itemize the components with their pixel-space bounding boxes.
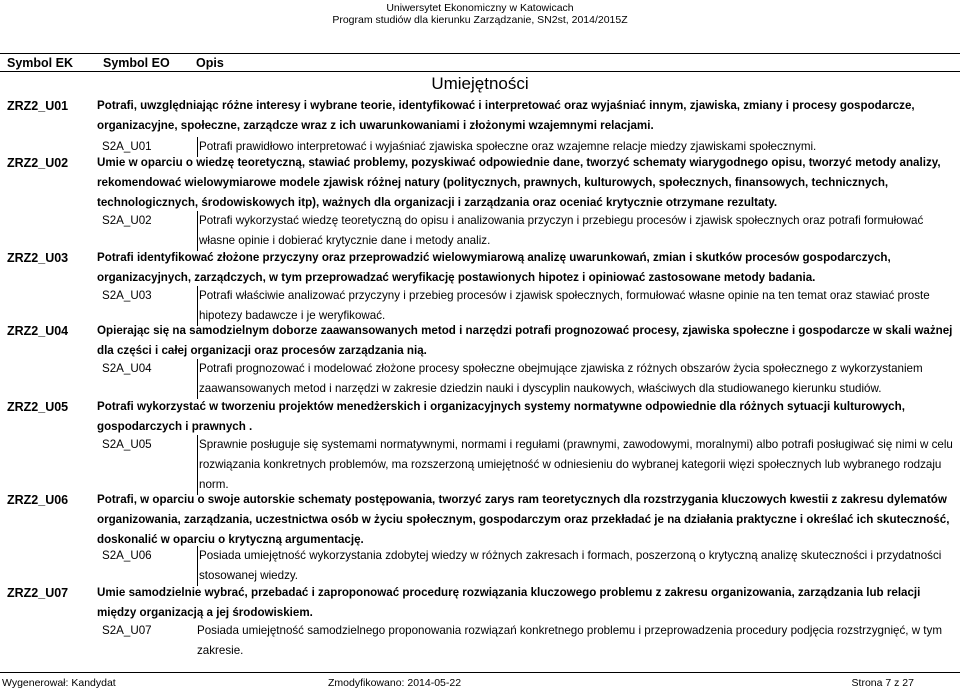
area-outcome-code: S2A_U04: [102, 362, 152, 375]
area-outcome-code: S2A_U03: [102, 289, 152, 302]
outcome-code: ZRZ2_U01: [7, 99, 69, 113]
outcome-code: ZRZ2_U04: [7, 324, 69, 338]
column-opis: Opis: [196, 56, 224, 70]
outcome-description: Umie w oparciu o wiedzę teoretyczną, stawiać problemy, pozyskiwać odpowiednie dane, tworzyć schematy wiarygodnego opisu, tworzyć metody analizy, rekomendować wielowymiarowe modele zjawisk różnej natury (politycznych, prawnych, kulturowych, społecznych, finansowych, technicznych, technologicznych, środowiskowych itp), ważnych dla organizacji i zarządzania oraz oceniać krytycznie otrzymane rezultaty.: [97, 156, 941, 209]
outcome-description: Umie samodzielnie wybrać, przebadać i zaproponować procedurę rozwiązania kluczowego problemu z zakresu organizowania, zarządzania lub relacji między organizacją a jej środowiskiem.: [97, 586, 921, 619]
area-outcome-text: Potrafi prawidłowo interpretować i wyjaśniać zjawiska społeczne oraz wzajemne relacje miedzy zjawiskami społecznymi.: [197, 137, 954, 157]
outcome-description: Potrafi wykorzystać w tworzeniu projektów menedżerskich i organizacyjnych systemy normatywne odpowiednie dla różnych sytuacji kulturowych, gospodarczych i prawnych .: [97, 400, 905, 433]
outcome-code: ZRZ2_U07: [7, 586, 69, 600]
outcome-description: Potrafi, w oparciu o swoje autorskie schematy postępowania, tworzyć zarys ram teoretycznych dla rozstrzygania kluczowych kwestii z zakresu dylematów organizowania, zarządzania, uczestnictwa osób w życiu społecznym, gospodarczym oraz przekładać je na działania praktyczne i określać ich skuteczność, doskonalić w oparciu o krytyczną argumentację.: [97, 493, 950, 546]
area-outcome-code: S2A_U01: [102, 140, 152, 153]
column-header-row: [0, 53, 960, 72]
area-outcome-code: S2A_U02: [102, 214, 152, 227]
program-name: Program studiów dla kierunku Zarządzanie, SN2st, 2014/2015Z: [332, 14, 628, 26]
footer-generated: Wygenerował: Kandydat: [2, 677, 116, 689]
area-outcome-text: Potrafi wykorzystać wiedzę teoretyczną do opisu i analizowania przyczyn i przebiegu procesów i zjawisk społecznych oraz potrafi formułować własne opinie i dobierać krytycznie dane i metody analiz.: [197, 211, 954, 251]
page-footer: [0, 672, 960, 691]
footer-modified: Zmodyfikowano: 2014-05-22: [328, 677, 462, 689]
column-symbol-ek: Symbol EK: [7, 56, 73, 70]
outcome-code: ZRZ2_U06: [7, 493, 69, 507]
area-outcome-code: S2A_U05: [102, 438, 152, 451]
outcome-description: Potrafi identyfikować złożone przyczyny oraz przeprowadzić wielowymiarową analizę uwarunkowań, zmian i skutków procesów gospodarczych, organizacyjnych, zarządczych, w tym przeprowadzać weryfikację postawionych hipotez i opiniować zastosowane metody badania.: [97, 251, 891, 284]
column-symbol-eo: Symbol EO: [103, 56, 170, 70]
footer-page-number: Strona 7 z 27: [851, 677, 914, 689]
section-title: Umiejętności: [431, 74, 529, 93]
area-outcome-code: S2A_U07: [102, 624, 152, 637]
outcome-description: Potrafi, uwzględniając różne interesy i wybrane teorie, identyfikować i interpretować oraz wyjaśniać innym, zjawiska, zmiany i procesy gospodarcze, organizacyjne, społeczne, zarządcze wraz z ich uwarunkowaniami i złożonymi wzajemnymi relacjami.: [97, 99, 915, 132]
area-outcome-text: Sprawnie posługuje się systemami normatywnymi, normami i regułami (prawnymi, zawodowymi, moralnymi) albo potrafi posługiwać się nimi w celu rozwiązania konkretnych problemów, ma rozszerzoną umiejętność w odniesieniu do wybranej kategorii więzi społecznych lub wybranego rodzaju norm.: [197, 435, 954, 495]
document-header: [0, 0, 960, 26]
area-outcome-text: Potrafi właściwie analizować przyczyny i przebieg procesów i zjawisk społecznych, formułować własne opinie na ten temat oraz stawiać proste hipotezy badawcze i je weryfikować.: [197, 286, 954, 326]
area-outcome-text: Potrafi prognozować i modelować złożone procesy społeczne obejmujące zjawiska z różnych obszarów życia społecznego z wykorzystaniem zaawansowanych metod i narzędzi w zakresie dziedzin nauki i dyscyplin naukowych, właściwych dla studiowanego kierunku studiów.: [197, 359, 954, 399]
outcome-description: Opierając się na samodzielnym doborze zaawansowanych metod i narzędzi potrafi prognozować procesy, zjawiska społeczne i gospodarcze w skali ważnej dla części i całej organizacji oraz procesów zarządzania nią.: [97, 324, 953, 357]
area-outcome-text: Posiada umiejętność samodzielnego proponowania rozwiązań konkretnego problemu i przeprowadzenia procedury podjęcia rozstrzygnięć, w tym zakresie.: [197, 624, 942, 657]
area-outcome-text: Posiada umiejętność wykorzystania zdobytej wiedzy w różnych zakresach i formach, poszerzoną o krytyczną analizę skuteczności i przydatności stosowanej wiedzy.: [197, 546, 954, 586]
outcome-code: ZRZ2_U03: [7, 251, 69, 265]
outcome-code: ZRZ2_U05: [7, 400, 69, 414]
area-outcome-code: S2A_U06: [102, 549, 152, 562]
outcome-code: ZRZ2_U02: [7, 156, 69, 170]
university-name: Uniwersytet Ekonomiczny w Katowicach: [386, 2, 574, 14]
